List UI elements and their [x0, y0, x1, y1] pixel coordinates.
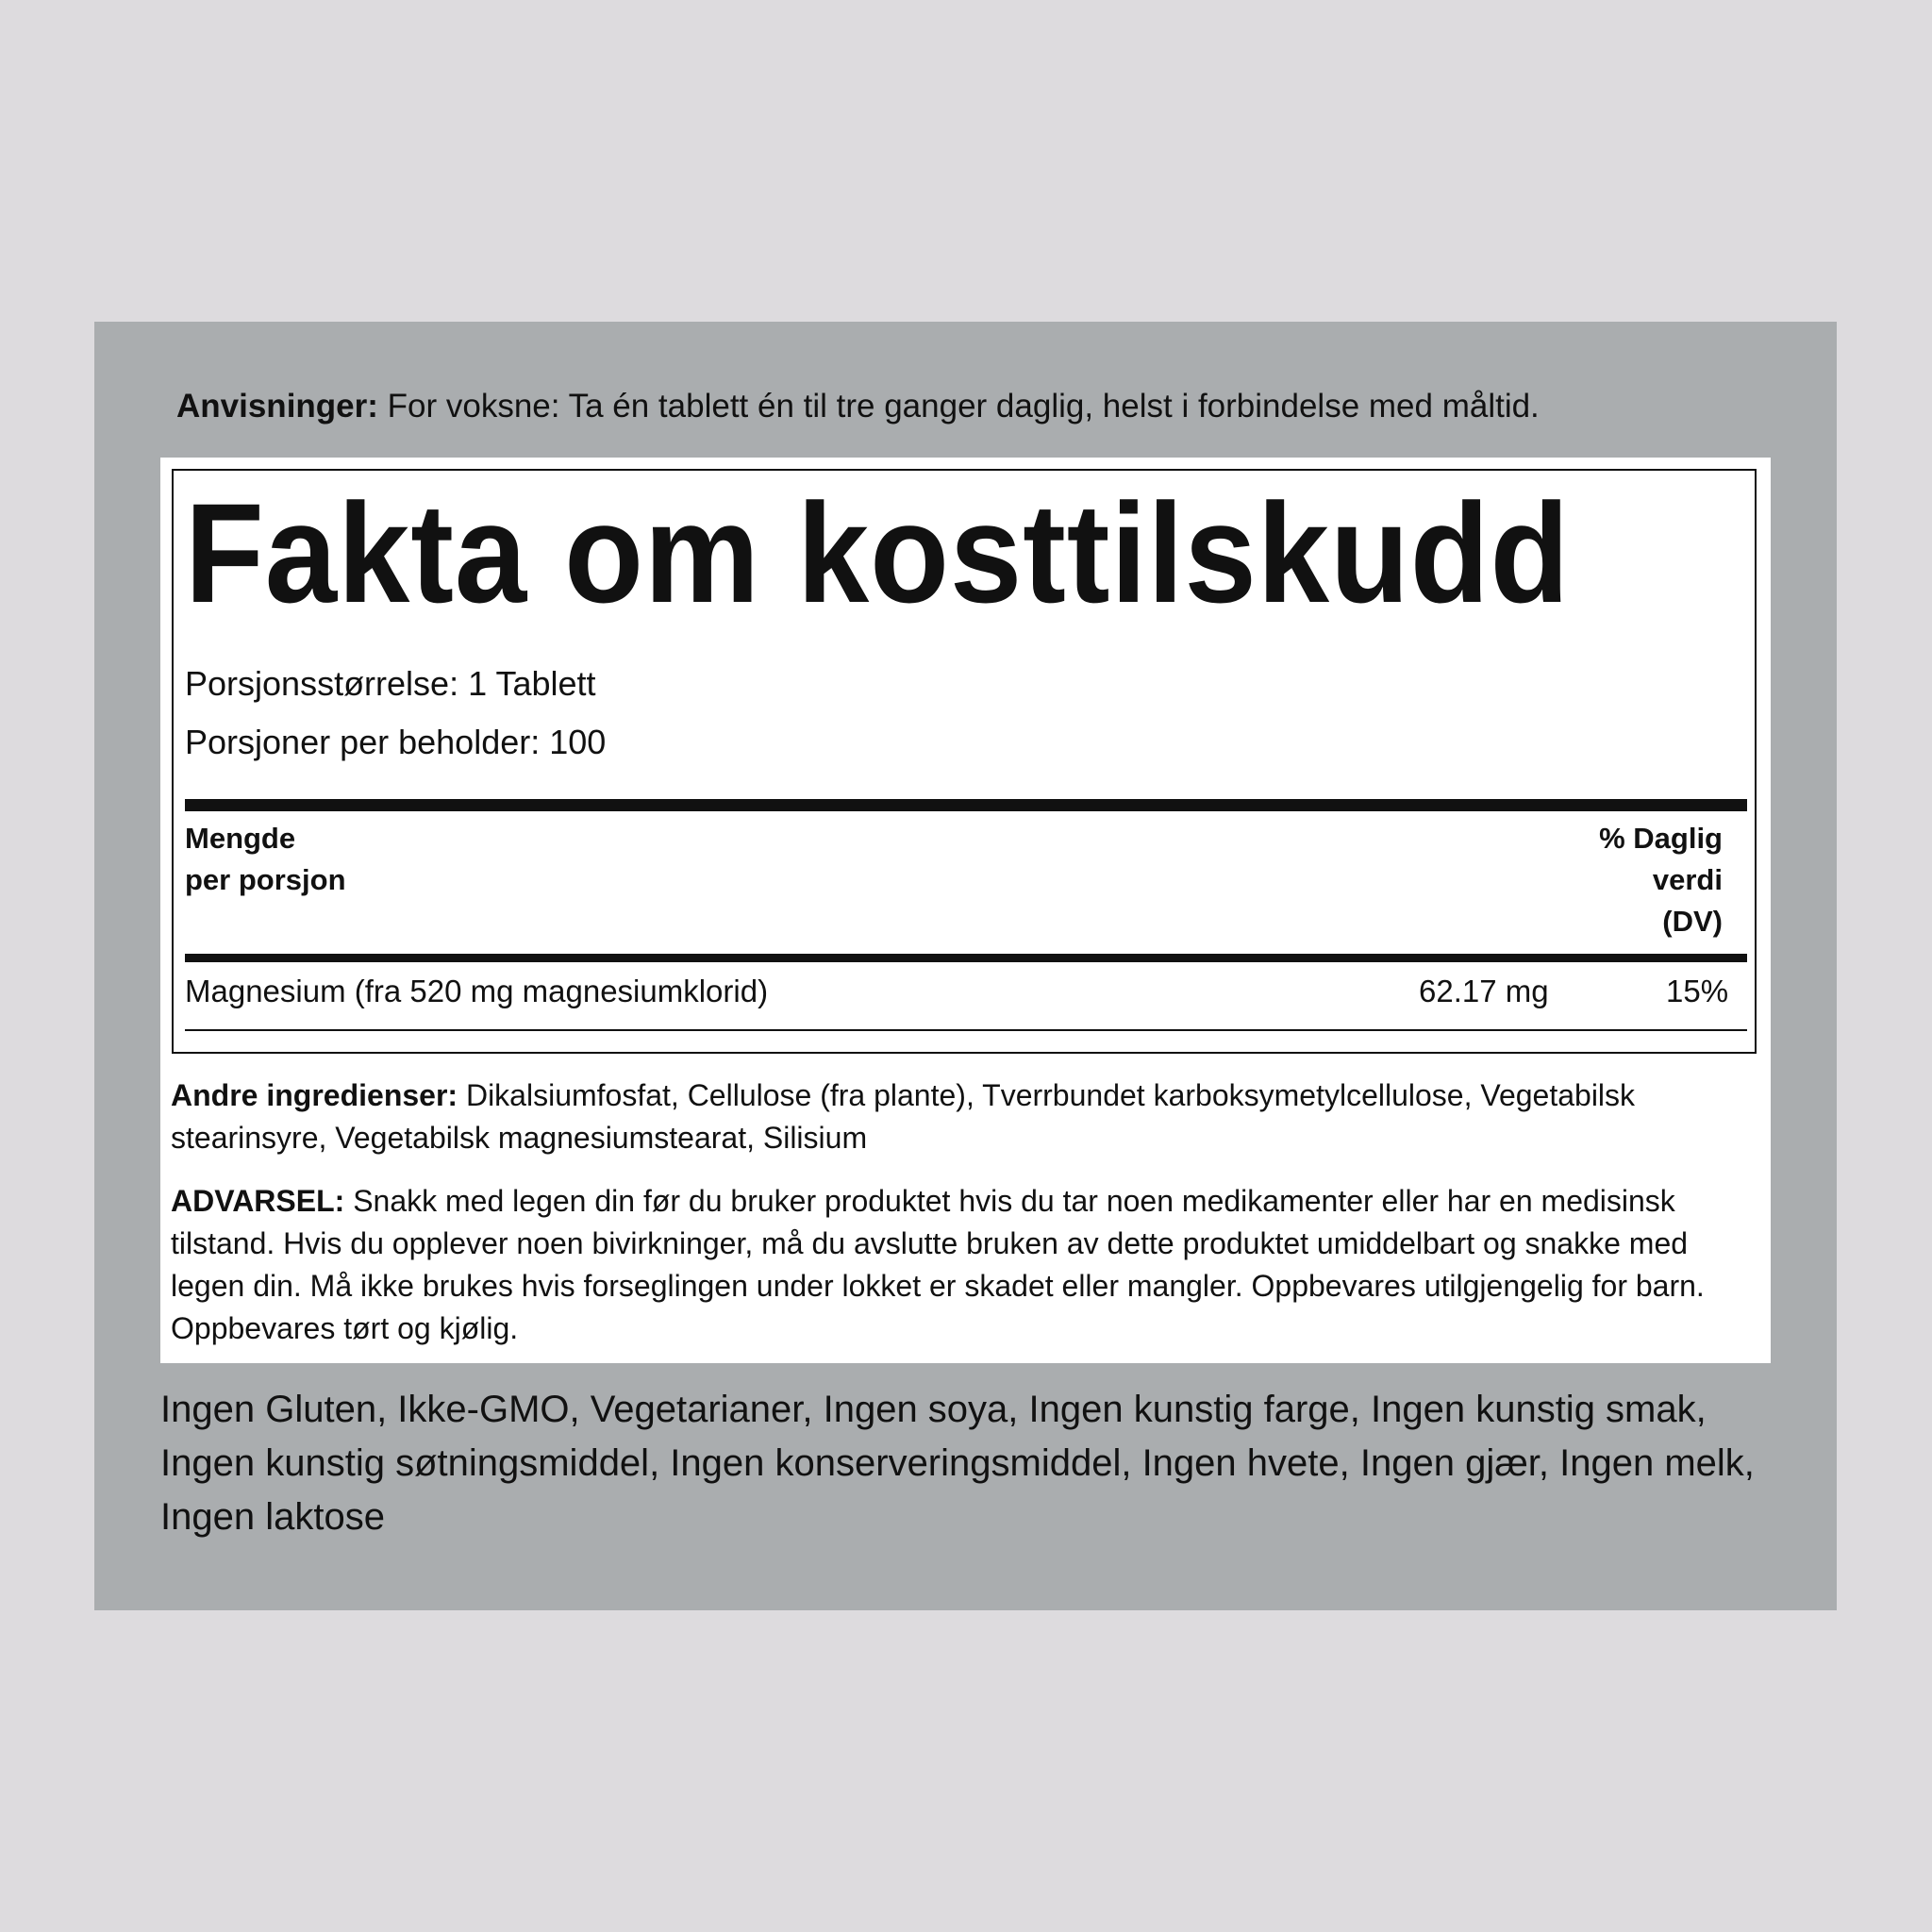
warning-label: ADVARSEL: [171, 1184, 345, 1218]
directions-text: For voksne: Ta én tablett én til tre ganger daglig, helst i forbindelse med måltid. [377, 388, 1540, 425]
directions-label: Anvisninger: [176, 388, 378, 425]
divider-thin [185, 1029, 1747, 1031]
warning [171, 1180, 1765, 1350]
serving-size: Porsjonsstørrelse: 1 Tablett [185, 664, 596, 703]
warning-text: Snakk med legen din før du bruker produktet hvis du tar noen medikamenter eller har en medisinsk tilstand. Hvis du opplever noen bivirkninger, må du avslutte bruken av dette produktet umiddelbart og snakke med legen din. Må ikke brukes hvis forseglingen under lokket er skadet eller mangler. Oppbevares utilgjengelig for barn. Oppbevares tørt og kjølig. [171, 1184, 1705, 1345]
supplement-facts-box [172, 469, 1757, 1054]
nutrient-dv: 15% [1666, 974, 1729, 1008]
amount-header-line2: per porsjon [185, 863, 346, 896]
dv-header [1440, 818, 1723, 942]
divider-mid [185, 954, 1747, 962]
other-ingredients-text: Dikalsiumfosfat, Cellulose (fra plante), Tverrbundet karboksymetylcellulose, Vegetabilsk stearinsyre, Vegetabilsk magnesiumstearat, Silisium [171, 1078, 1636, 1155]
servings-per-container: Porsjoner per beholder: 100 [185, 723, 607, 761]
directions [176, 386, 1780, 427]
amount-header-line1: Mengde [185, 822, 296, 855]
facts-card [160, 458, 1771, 1363]
label-panel [94, 322, 1837, 1610]
dv-header-line1: % Daglig [1599, 822, 1723, 855]
dv-header-line3: (DV) [1662, 905, 1723, 938]
dietary-claims: Ingen Gluten, Ikke-GMO, Vegetarianer, Ingen soya, Ingen kunstig farge, Ingen kunstig smak, Ingen kunstig søtningsmiddel, Ingen konserveringsmiddel, Ingen hvete, Ingen gjær, Ingen melk, Ingen laktose [160, 1389, 1755, 1538]
dv-header-line2: verdi [1652, 863, 1723, 896]
other-ingredients-label: Andre ingredienser: [171, 1078, 458, 1112]
amount-header [185, 818, 346, 901]
nutrient-name: Magnesium (fra 520 mg magnesiumklorid) [185, 974, 769, 1008]
nutrient-amount: 62.17 mg [1419, 974, 1549, 1008]
other-ingredients [171, 1074, 1765, 1159]
facts-title: Fakta om kosttilskudd [185, 474, 1571, 632]
divider-thick [185, 799, 1747, 811]
